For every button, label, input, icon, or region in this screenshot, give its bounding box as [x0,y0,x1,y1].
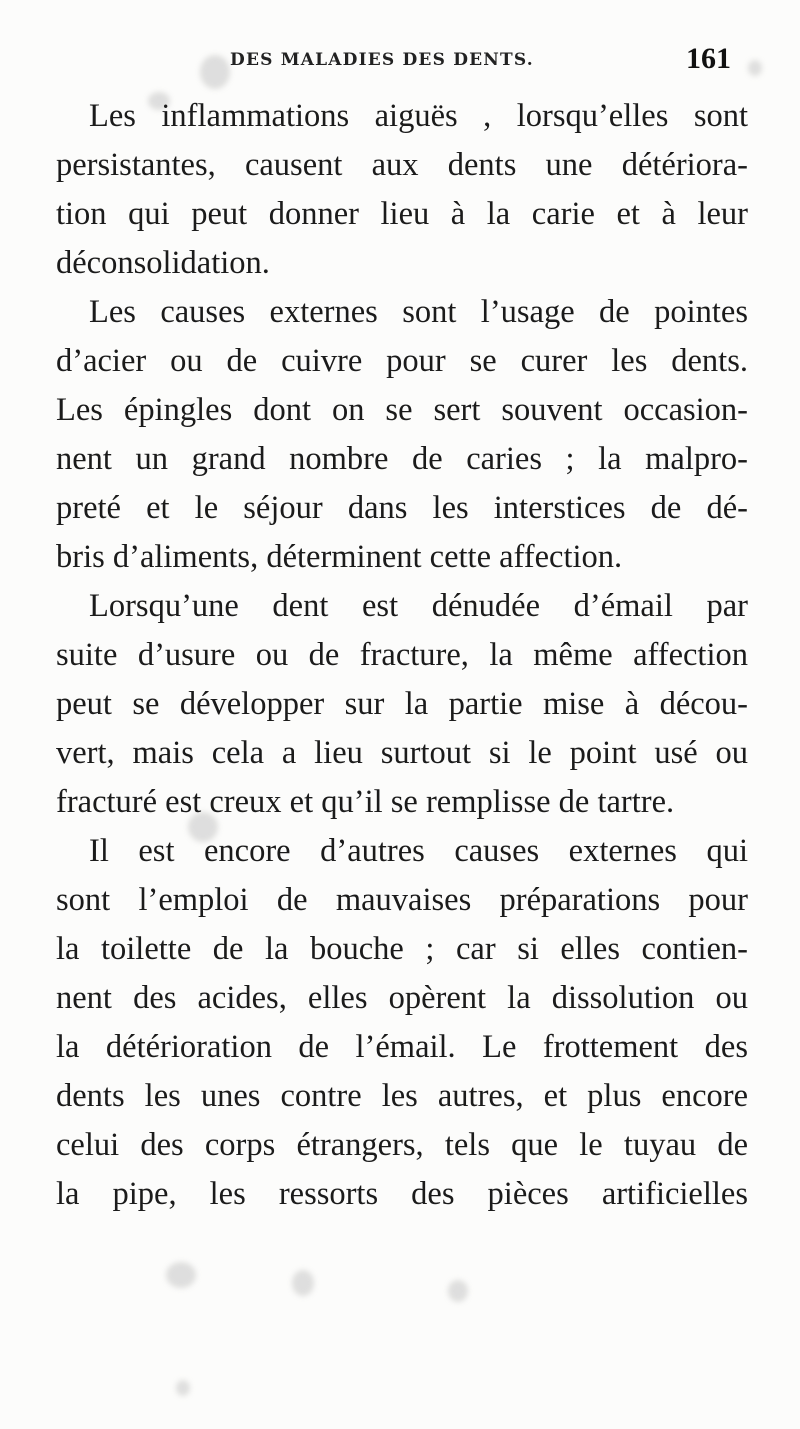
text-line: la détérioration de l’émail. Le frottement des [56,1029,748,1065]
text-line: la toilette de la bouche ; car si elles contien- [56,931,748,967]
page-number: 161 [686,42,731,75]
paper-speck [292,1270,314,1296]
text-line: Les épingles dont on se sert souvent occasion- [56,392,748,428]
running-head: DES MALADIES DES DENTS. [230,50,534,70]
text-line: Il est encore d’autres causes externes qui [89,833,748,869]
text-line: dents les unes contre les autres, et plus encore [56,1078,748,1114]
text-line: déconsolidation. [56,245,270,281]
page-header [0,42,800,76]
text-line: peut se développer sur la partie mise à décou- [56,686,748,722]
text-line: bris d’aliments, déterminent cette affection. [56,539,623,575]
text-line: fracturé est creux et qu’il se remplisse de tartre. [56,784,675,820]
text-line: Les causes externes sont l’usage de pointes [89,294,748,330]
text-line: nent des acides, elles opèrent la dissolution ou [56,980,748,1016]
text-line: Les inflammations aiguës , lorsqu’elles sont [89,98,748,134]
body-text [56,92,748,1219]
text-line: d’acier ou de cuivre pour se curer les dents. [56,343,748,379]
text-line: sont l’emploi de mauvaises préparations pour [56,882,748,918]
text-line: suite d’usure ou de fracture, la même affection [56,637,748,673]
text-line: la pipe, les ressorts des pièces artificielles [56,1176,748,1212]
text-line: celui des corps étrangers, tels que le tuyau de [56,1127,748,1163]
paper-speck [166,1262,196,1288]
text-line: vert, mais cela a lieu surtout si le point usé ou [56,735,748,771]
text-line: persistantes, causent aux dents une détériora- [56,147,748,183]
text-line: nent un grand nombre de caries ; la malpro- [56,441,748,477]
paper-speck [176,1380,190,1396]
text-line: tion qui peut donner lieu à la carie et à leur [56,196,748,232]
paper-speck [448,1280,468,1302]
text-line: preté et le séjour dans les interstices de dé- [56,490,748,526]
text-line: Lorsqu’une dent est dénudée d’émail par [89,588,748,624]
